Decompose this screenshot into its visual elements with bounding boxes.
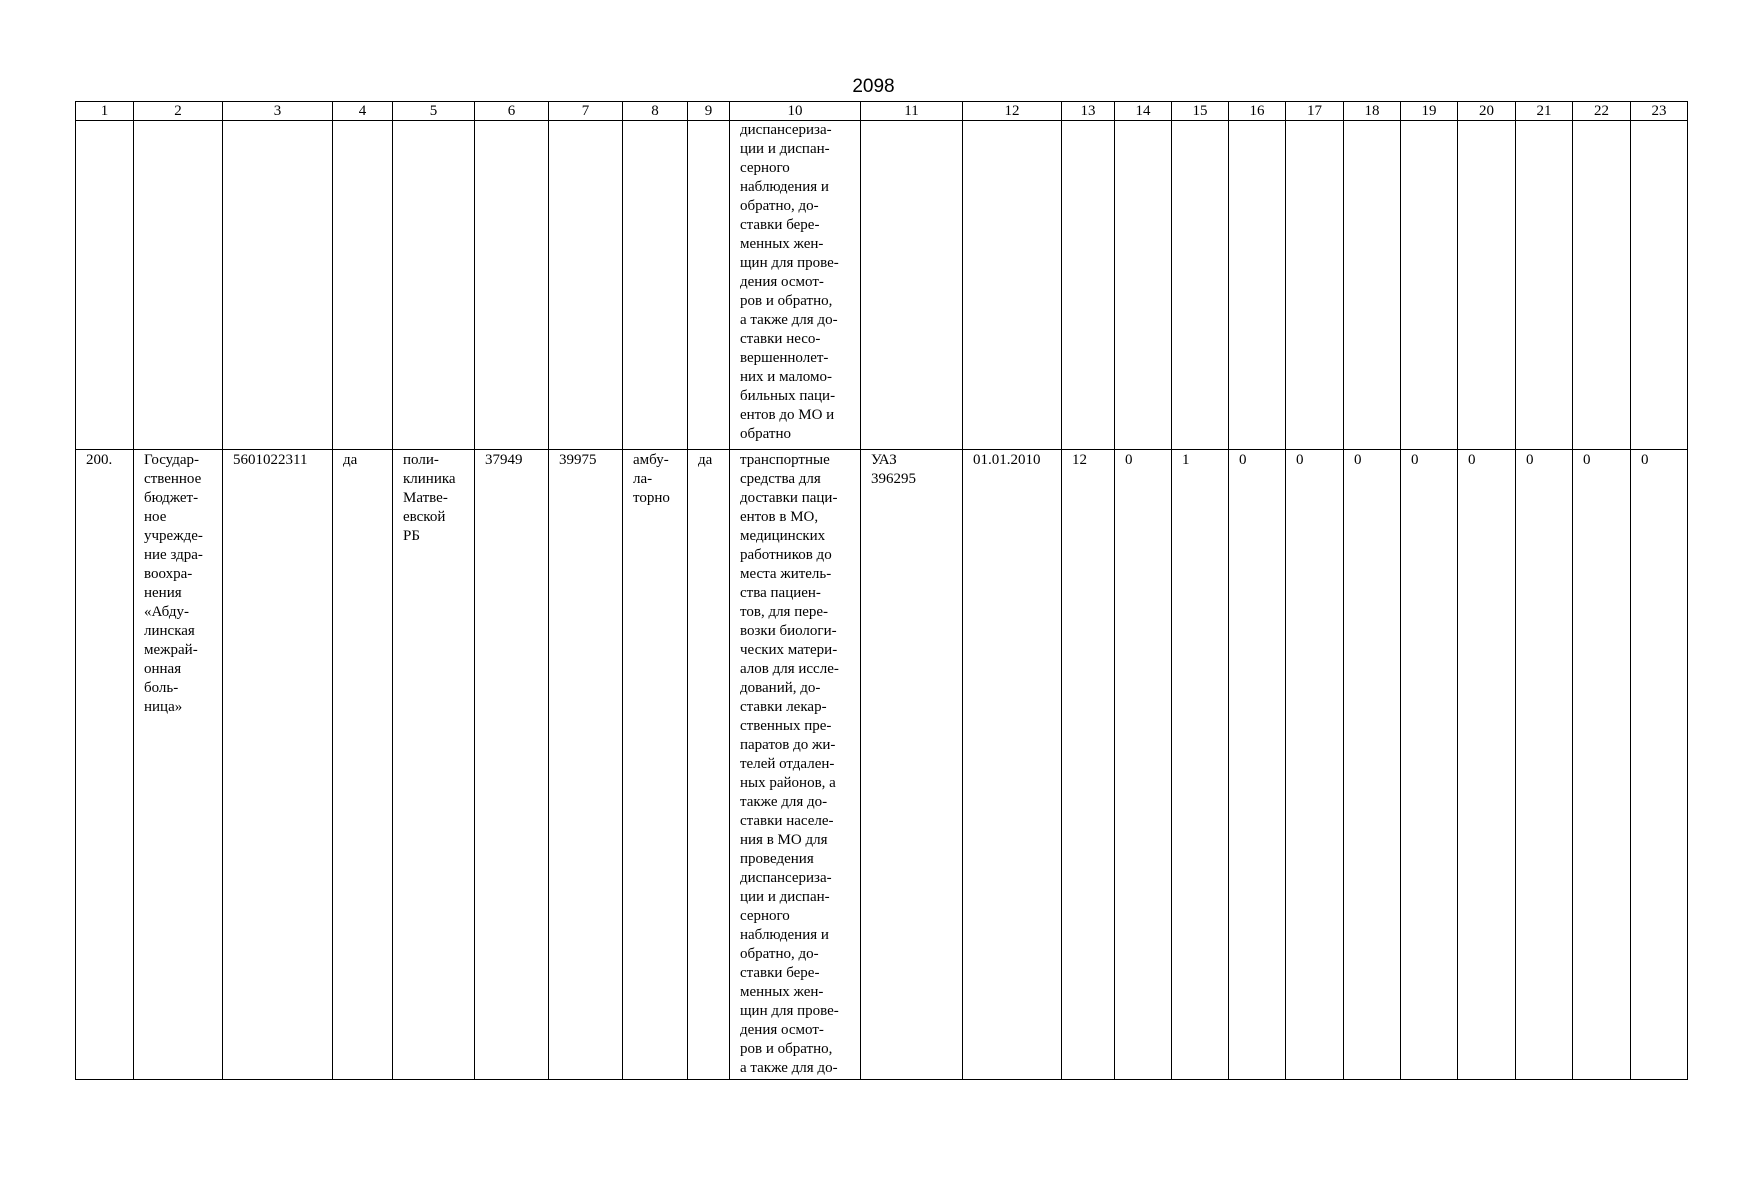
column-number-cell: 16 <box>1229 102 1286 121</box>
table-cell: 0 <box>1115 450 1172 1080</box>
table-cell <box>1631 121 1688 450</box>
table-cell <box>1172 121 1229 450</box>
table-cell: диспансериза- ции и диспан- серного наблюдения и обратно, до- ставки бере- менных жен- щин для прове- дения осмот- ров и обратно, а также для до- ставки несо- вершеннолет- них и маломо- бильных паци- ентов до МО и обратно <box>730 121 861 450</box>
table-cell: да <box>333 450 393 1080</box>
table-cell <box>623 121 688 450</box>
table-cell <box>963 121 1062 450</box>
column-number-cell: 5 <box>393 102 475 121</box>
table-cell: 0 <box>1229 450 1286 1080</box>
table-cell <box>1458 121 1516 450</box>
column-number-cell: 11 <box>861 102 963 121</box>
column-number-cell: 20 <box>1458 102 1516 121</box>
table-cell <box>1516 121 1573 450</box>
column-number-cell: 18 <box>1344 102 1401 121</box>
column-number-cell: 3 <box>223 102 333 121</box>
table-cell: 0 <box>1458 450 1516 1080</box>
column-number-cell: 13 <box>1062 102 1115 121</box>
table-cell <box>223 121 333 450</box>
table-cell <box>1115 121 1172 450</box>
table-cell <box>333 121 393 450</box>
table-cell <box>688 121 730 450</box>
table-row-continued <box>76 121 1688 450</box>
table-row-200 <box>76 450 1688 1080</box>
table-cell: 0 <box>1344 450 1401 1080</box>
table-cell: 0 <box>1631 450 1688 1080</box>
table-cell <box>1229 121 1286 450</box>
column-number-cell: 22 <box>1573 102 1631 121</box>
column-number-cell: 4 <box>333 102 393 121</box>
table-cell <box>1062 121 1115 450</box>
column-number-cell: 12 <box>963 102 1062 121</box>
table-cell <box>861 121 963 450</box>
table-cell: 0 <box>1516 450 1573 1080</box>
table-cell: 12 <box>1062 450 1115 1080</box>
column-number-cell: 23 <box>1631 102 1688 121</box>
column-number-cell: 10 <box>730 102 861 121</box>
table-cell: 0 <box>1401 450 1458 1080</box>
column-number-cell: 6 <box>475 102 549 121</box>
vehicle-model-cell: УАЗ 396295 <box>861 450 963 1080</box>
subdivision-cell: поли- клиника Матве- евской РБ <box>393 450 475 1080</box>
table-cell <box>134 121 223 450</box>
care-condition-cell: амбу- ла- торно <box>623 450 688 1080</box>
column-number-cell: 7 <box>549 102 623 121</box>
table-cell <box>393 121 475 450</box>
table-cell: 39975 <box>549 450 623 1080</box>
table-cell <box>549 121 623 450</box>
table-cell <box>1286 121 1344 450</box>
table-cell: 1 <box>1172 450 1229 1080</box>
table-cell <box>76 121 134 450</box>
table-cell <box>475 121 549 450</box>
table-cell: 37949 <box>475 450 549 1080</box>
data-table <box>75 101 1688 1080</box>
table-cell <box>1573 121 1631 450</box>
column-number-cell: 15 <box>1172 102 1229 121</box>
date-cell: 01.01.2010 <box>963 450 1062 1080</box>
table-cell <box>1344 121 1401 450</box>
page-number: 2098 <box>852 76 895 97</box>
table-cell: 0 <box>1286 450 1344 1080</box>
column-number-cell: 1 <box>76 102 134 121</box>
vehicle-purpose-cell: транспортные средства для доставки паци- ентов в МО, медицинских работников до места житель- ства пациен- тов, для пере- возки биологи- ческих матери- алов для иссле- дований, до- ставки лекар- ственных пре- паратов до жи- телей отдален- ных районов, а также для до- ставки населе- ния в МО для проведения диспансериза- ции и диспан- серного наблюдения и обратно, до- ставки бере- менных жен- щин для прове- дения осмот- ров и обратно, а также для до- <box>730 450 861 1080</box>
column-number-cell: 9 <box>688 102 730 121</box>
organization-name-cell: Государ- ственное бюджет- ное учрежде- ние здра- воохра- нения «Абду- линская межрай- онная боль- ница» <box>134 450 223 1080</box>
table-cell: да <box>688 450 730 1080</box>
inn-cell: 5601022311 <box>223 450 333 1080</box>
column-number-cell: 8 <box>623 102 688 121</box>
column-number-cell: 2 <box>134 102 223 121</box>
table-cell <box>1401 121 1458 450</box>
table-cell: 0 <box>1573 450 1631 1080</box>
row-number-cell: 200. <box>76 450 134 1080</box>
column-number-row <box>76 102 1688 121</box>
column-number-cell: 19 <box>1401 102 1458 121</box>
column-number-cell: 14 <box>1115 102 1172 121</box>
column-number-cell: 17 <box>1286 102 1344 121</box>
column-number-cell: 21 <box>1516 102 1573 121</box>
